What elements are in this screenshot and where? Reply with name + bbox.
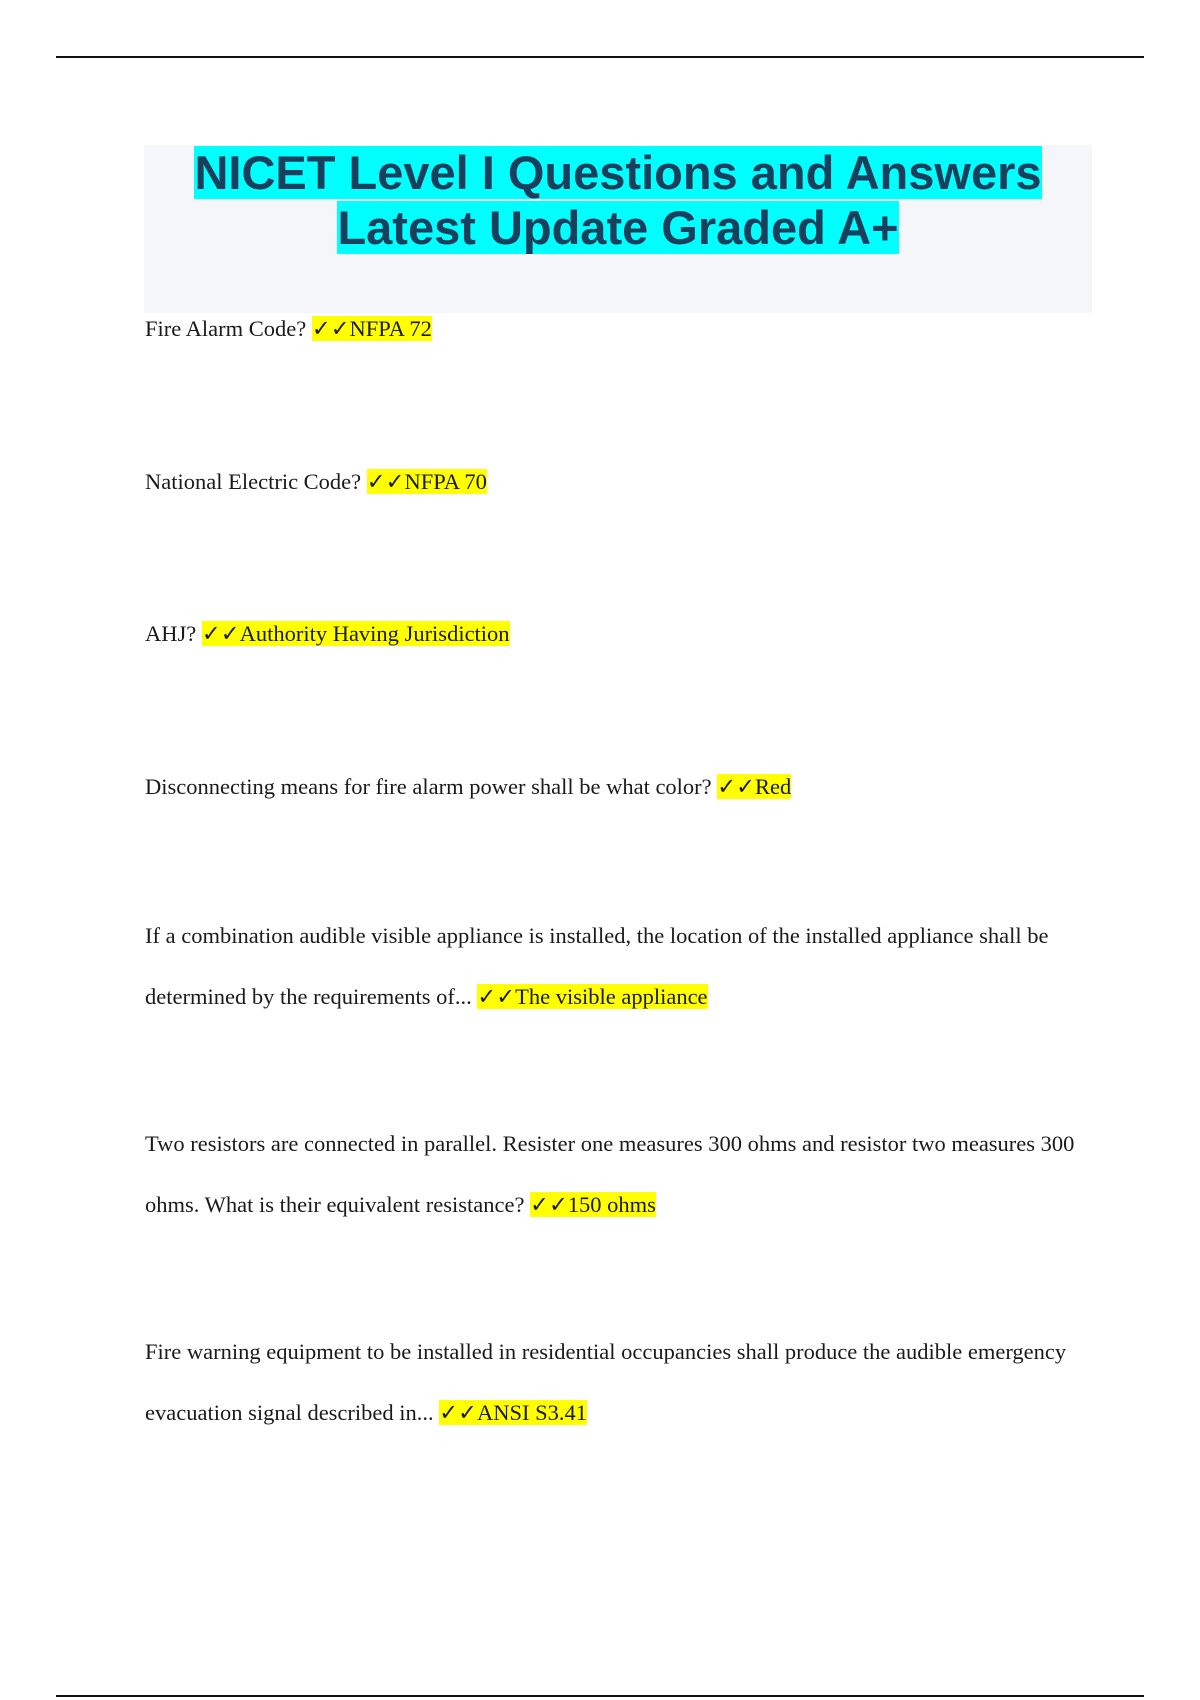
page-title-line-1: NICET Level I Questions and Answers (194, 146, 1042, 199)
qa-item-1 (145, 298, 1095, 359)
qa-item-3 (145, 603, 1095, 664)
question-text: Two resistors are connected in parallel. Resister one measures 300 ohms and resistor two measures 300 ohms. What is their equivalent resistance? (145, 1131, 1075, 1217)
question-text: National Electric Code? (145, 469, 367, 494)
qa-item-2 (145, 451, 1095, 512)
qa-item-4 (145, 756, 1095, 817)
question-text: Fire warning equipment to be installed in residential occupancies shall produce the audible emergency evacuation signal described in... (145, 1339, 1067, 1425)
qa-item-7 (145, 1321, 1095, 1443)
title-box (144, 145, 1092, 313)
answer-text: ✓✓NFPA 70 (366, 469, 487, 494)
question-text: If a combination audible visible appliance is installed, the location of the installed appliance shall be determined by the requirements of... (145, 923, 1049, 1009)
bottom-rule (56, 1695, 1144, 1697)
question-text: AHJ? (145, 621, 202, 646)
answer-text: ✓✓ANSI S3.41 (439, 1400, 588, 1425)
answer-text: ✓✓Authority Having Jurisdiction (201, 621, 510, 646)
qa-item-5 (145, 905, 1095, 1027)
page-title-line-2: Latest Update Graded A+ (337, 201, 899, 254)
answer-text: ✓✓NFPA 72 (311, 316, 432, 341)
top-rule (56, 56, 1144, 58)
question-text: Fire Alarm Code? (145, 316, 312, 341)
answer-text: ✓✓The visible appliance (477, 984, 708, 1009)
answer-text: ✓✓Red (717, 774, 792, 799)
qa-item-6 (145, 1113, 1095, 1235)
answer-text: ✓✓150 ohms (530, 1192, 656, 1217)
question-text: Disconnecting means for fire alarm power shall be what color? (145, 774, 718, 799)
